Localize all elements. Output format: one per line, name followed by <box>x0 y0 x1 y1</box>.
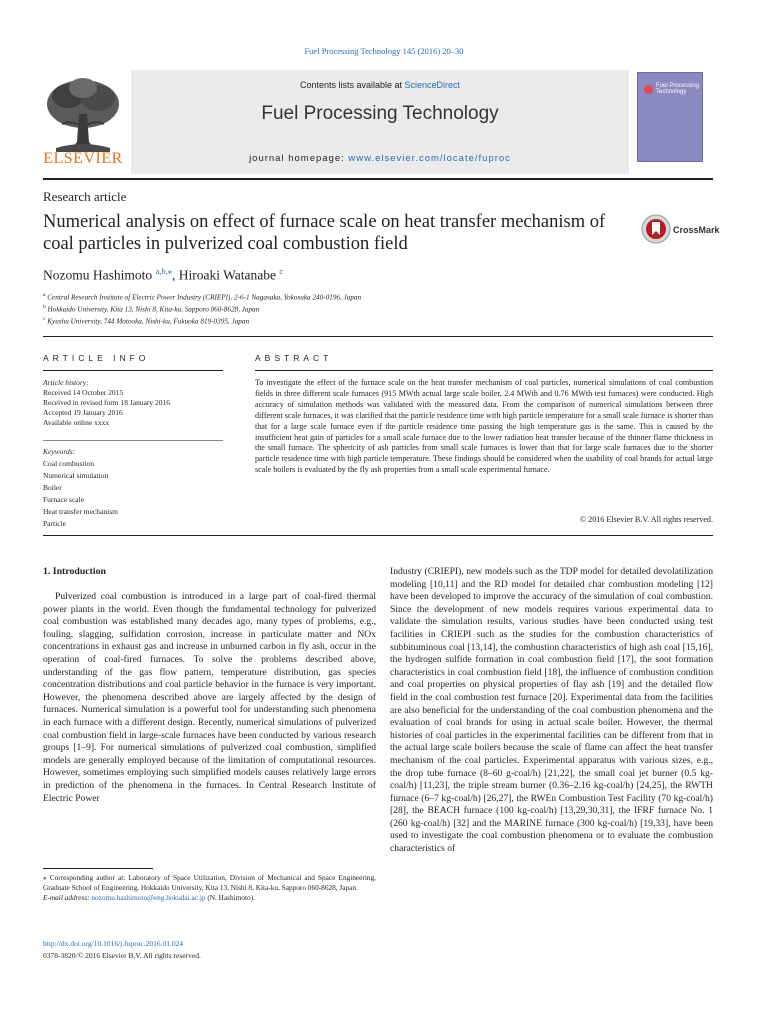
history-item: Accepted 19 January 2016 <box>43 408 123 417</box>
body-column-right: Industry (CRIEPI), new models such as the TDP model for detailed devolatilization modeling [10,11] and the RD model for detailed char combustion modeling [12] have been developed to improve the accuracy of the simulation of coal combustion. Since the development of new models requires various experimental data to validate the simulation results, various studies have been conducted using test facilities in CRIEPI such as the studies for the combustion characteristics of subbituminous coal [13,14], the combustion characteristics of high ash coal [15,16], the hydrogen sulfide formation in coal combustion field [17], the soot formation characteristics in coal combustion field [18], the influence of combustion condition and coal properties on physical properties of flay ash [19] and the detailed flow field in the coal combustion test furnace [20]. Experimental data from the facilities are also beneficial for the understanding of the coal combustion phenomena and the evaluation of coal brands for using in actual scale boiler. However, the thermal histories of coal particles in the experimental facilities can be different from that in the actual large scale boilers because the scale of flame can affect the heat transfer mechanism of the coal particles. Experimental apparatus with various sizes, e.g., the drop tube furnace (8–60 g-coal/h) [21,22], the small coal jet burner (0.5 kg-coal/h) [11,23], the triple stream burner (0.36–2.16 kg-coal/h) [24,25], the RWTH furnace (6–7 kg-coal/h) [26,27], the RWEn Combustion Test Facility (70 kg-coal/h) [28], the BEACH furnace (100 kg-coal/h) [13,29,30,31], the IFRF furnace No. 1 (260 kg-coal/h) [32] and the MARINE furnace (300 kg-coal/h) [19,33], have been used to investigate the coal combustion phenomena or to evaluate the combustion characteristics of <box>390 566 713 855</box>
affiliation-item: $^a$ Central Research Institute of Electric Power Industry (CRIEPI), 2-6-1 Nagasaka, Yokosuka 240-0196, Japan <box>43 292 362 302</box>
keywords-label: Keywords: <box>43 447 76 456</box>
cover-logo-icon <box>644 85 653 94</box>
history-item: Available online xxxx <box>43 418 110 427</box>
contents-line <box>131 80 629 90</box>
abstract-heading: ABSTRACT <box>255 353 333 363</box>
journal-cover-thumbnail[interactable] <box>637 72 703 162</box>
email-link[interactable]: nozomu.hashimoto@eng.hokudai.ac.jp <box>91 892 206 902</box>
keyword-item: Boiler <box>43 483 62 492</box>
keyword-item: Coal combustion <box>43 459 95 468</box>
author-list <box>43 266 283 284</box>
affiliation-item: $^b$ Hokkaido University, Kita 13, Nishi 8, Kita-ku, Sapporo 060-8628, Japan <box>43 304 260 314</box>
abstract-rule <box>255 370 713 371</box>
footnote-text: Corresponding author at: Laboratory of Space Utilization, Division of Mechanical and Space Engineering, Graduate School of Engineering, Hokkaido University, Kita 13, Nishi 8, Kita-ku, Sapporo 060-8628, Japan. <box>43 873 376 892</box>
journal-homepage-line <box>131 153 629 164</box>
section-divider <box>43 535 713 536</box>
body-column-left: Pulverized coal combustion is introduced in a large part of coal-fired thermal power plants in the world. Even though the fundamental technology for pulverized coal combustion was established many decades ago, many types of problems, e.g., fouling, slagging, sulfidation corrosion, increase in particulate matter and NOx concentrations in exhaust gas and increase in unburned carbon in fly ash, occur in the operation of coal-fired furnaces. To solve the problems described above, understanding of the gas flow pattern, temperature distribution, gas species concentration distributions and coal particle behavior in the furnace is very important. However, the phenomena described above are largely affected by the design of furnaces. Numerical simulation is a powerful tool for understanding such phenomena in each furnace with a different design. Recently, numerical simulations of pulverized coal combustion field in large-scale furnaces have been conducted by various research groups [1–9]. For numerical simulations of pulverized coal combustion, simplified models are generally employed because of the limitation of computational resources. However, sometimes employing such simplified models causes relatively large errors in prediction of the phenomena in the furnaces. In Central Research Institute of Electric Power <box>43 591 376 804</box>
cover-title: Fuel Processing Technology <box>656 83 700 95</box>
history-label: Article history: <box>43 378 89 387</box>
keyword-item: Furnace scale <box>43 495 85 504</box>
abstract-copyright: © 2016 Elsevier B.V. All rights reserved. <box>579 515 713 524</box>
history-item: Received in revised form 18 January 2016 <box>43 398 171 407</box>
affiliation-item: $^c$ Kyushu University, 744 Motooka, Nishi-ku, Fukuoka 819-0395, Japan <box>43 316 250 326</box>
homepage-prefix: journal homepage: <box>249 153 349 164</box>
author-name[interactable]: Nozomu Hashimoto <box>43 267 153 283</box>
article-type: Research article <box>43 189 127 204</box>
abstract-text: To investigate the effect of the furnace scale on the heat transfer mechanism of coal particles, numerical simulations of coal combustion fields in three different scale furnaces (915 MWth actual large scale boiler, 2.4 MWth and 0.76 MWth test furnaces) were conducted. High accuracy of simulation methods was validated with the measured data. From the comparison of numerical simulations between three different scale furnaces, it was clarified that the particle residence time with high particle temperature for a small scale furnace is shorter than that for a large scale furnace even if the particle residence time passing the high temperature gas is the same. This is caused by the insufficient heat gain of particles for a small scale furnace due to the lower radiation heat transfer because of the thinner flame thickness in the small furnace. The sphericity of ash particles from small scale furnaces is lower than that for large scale furnaces due to the shorter particle residence time with high particle temperature. These findings should be considered when the usability of coal brands for actual large scale boilers is evaluated by the fly ash properties from a small scale experimental furnace. <box>255 378 713 475</box>
footnote-rule <box>43 868 153 869</box>
email-suffix: (N. Hashimoto). <box>205 892 255 902</box>
keywords-rule <box>43 440 223 441</box>
author-name[interactable]: Hiroaki Watanabe <box>178 267 277 283</box>
keyword-item: Numerical simulation <box>43 471 109 480</box>
article-info-rule <box>43 370 223 371</box>
section-divider <box>43 336 713 337</box>
journal-title[interactable]: Fuel Processing Technology <box>261 103 499 124</box>
author-affiliation-marks[interactable]: c <box>279 266 284 276</box>
homepage-link[interactable]: www.elsevier.com/locate/fuproc <box>348 153 511 164</box>
keyword-item: Heat transfer mechanism <box>43 507 118 516</box>
crossmark-label[interactable]: CrossMark <box>673 225 720 235</box>
author-separator: , <box>172 267 179 283</box>
author-affiliation-marks[interactable]: a,b,⁎ <box>155 266 173 276</box>
corresponding-author-footnote <box>43 873 376 902</box>
article-title: Numerical analysis on effect of furnace scale on heat transfer mechanism of coal particles in pulverized coal combustion field <box>43 212 606 254</box>
article-history <box>43 378 223 428</box>
footnote-mark: ⁎ <box>43 873 47 882</box>
journal-reference-link[interactable]: Fuel Processing Technology 145 (2016) 20–30 <box>304 46 464 56</box>
article-info-heading: ARTICLE INFO <box>43 353 150 363</box>
email-label: E-mail address: <box>43 892 92 902</box>
elsevier-wordmark: ELSEVIER <box>43 150 123 167</box>
issn-copyright: 0378-3820/© 2016 Elsevier B.V. All rights reserved. <box>43 951 201 960</box>
contents-prefix: Contents lists available at <box>299 80 405 90</box>
keywords-block <box>43 446 223 530</box>
header-rule <box>43 178 713 180</box>
sciencedirect-link[interactable]: ScienceDirect <box>404 80 461 90</box>
introduction-heading: 1. Introduction <box>43 566 106 577</box>
crossmark-icon[interactable] <box>641 214 671 244</box>
doi-link[interactable]: http://dx.doi.org/10.1016/j.fuproc.2016.01.024 <box>43 939 184 948</box>
keyword-item: Particle <box>43 519 66 528</box>
history-item: Received 14 October 2015 <box>43 388 124 397</box>
